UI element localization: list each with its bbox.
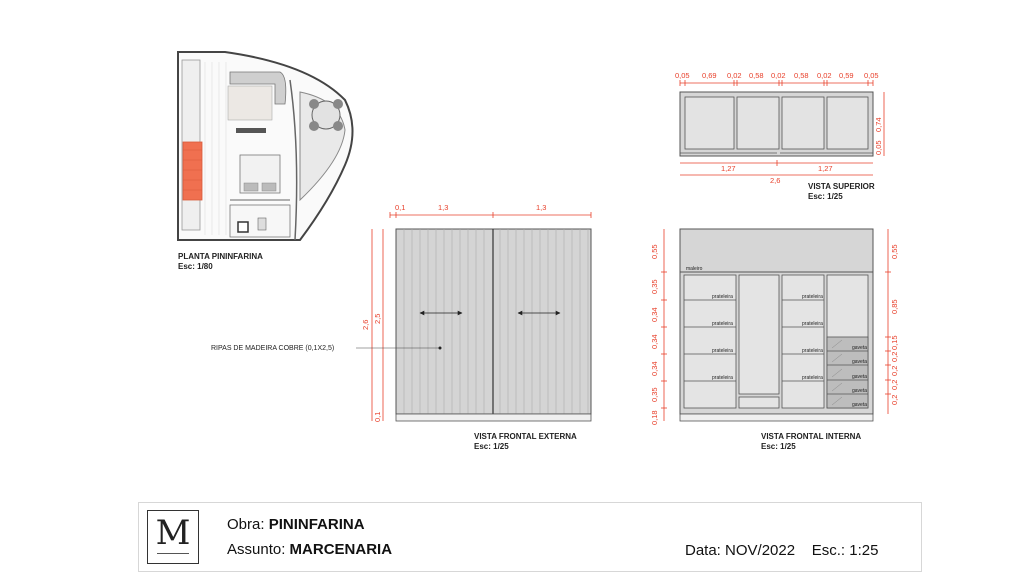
plan-wardrobe-highlight xyxy=(183,142,202,200)
shelf-label-l4: prateleira xyxy=(712,375,733,381)
top-dim-4: 0,58 xyxy=(749,71,764,80)
esc-label: Esc.: xyxy=(811,542,846,559)
obra-label: Obra: xyxy=(227,516,265,533)
top-depth-small: 0,05 xyxy=(874,140,883,155)
ext-dim-right-door: 1,3 xyxy=(536,203,547,212)
int-right-dim-3: 0,15 xyxy=(890,335,899,350)
subject-row xyxy=(227,541,392,558)
ext-dim-small: 0,1 xyxy=(395,203,406,212)
int-left-dim-2: 0,35 xyxy=(650,279,659,294)
shelf-label-r1: prateleira xyxy=(802,294,823,300)
top-dim-9: 0,05 xyxy=(864,71,879,80)
maleiro-label: maleiro xyxy=(686,266,703,272)
assunto-label: Assunto: xyxy=(227,541,286,558)
top-half-right: 1,27 xyxy=(818,164,833,173)
floor-plan xyxy=(178,52,353,240)
int-left-dim-3: 0,34 xyxy=(650,307,659,322)
int-right-dim-5: 0,2 xyxy=(890,365,899,376)
external-scale: Esc: 1/25 xyxy=(474,442,509,451)
int-left-dim-1: 0,55 xyxy=(650,244,659,259)
internal-title: VISTA FRONTAL INTERNA xyxy=(761,432,862,441)
ext-dim-left-door: 1,3 xyxy=(438,203,449,212)
shelf-label-r4: prateleira xyxy=(802,375,823,381)
top-dim-2: 0,69 xyxy=(702,71,717,80)
top-scale: Esc: 1/25 xyxy=(808,192,843,201)
top-view xyxy=(680,80,873,156)
shelf-label-r3: prateleira xyxy=(802,348,823,354)
project-row xyxy=(227,516,365,533)
int-left-dim-7: 0,18 xyxy=(650,410,659,425)
plan-title: PLANTA PININFARINA xyxy=(178,252,263,261)
int-right-dim-6: 0,2 xyxy=(890,379,899,390)
int-left-dim-6: 0,35 xyxy=(650,387,659,402)
shelf-label-l3: prateleira xyxy=(712,348,733,354)
ext-dim-base: 0,1 xyxy=(373,411,382,422)
plan-scale: Esc: 1/80 xyxy=(178,262,213,271)
drawer-label-1: gaveta xyxy=(852,345,868,351)
shelf-label-l1: prateleira xyxy=(712,294,733,300)
top-dim-1: 0,05 xyxy=(675,71,690,80)
top-total: 2,6 xyxy=(770,176,781,185)
top-depth-main: 0,74 xyxy=(874,117,883,132)
drawer-label-2: gaveta xyxy=(852,359,868,365)
date-scale-row xyxy=(685,542,878,559)
assunto-value: MARCENARIA xyxy=(289,541,393,558)
external-base xyxy=(396,414,591,421)
internal-scale: Esc: 1/25 xyxy=(761,442,796,451)
top-title: VISTA SUPERIOR xyxy=(808,182,875,191)
top-half-left: 1,27 xyxy=(721,164,736,173)
external-front-view xyxy=(356,212,591,421)
data-value: NOV/2022 xyxy=(725,542,796,559)
top-dim-6: 0,58 xyxy=(794,71,809,80)
plan-rug xyxy=(228,86,272,120)
top-dim-7: 0,02 xyxy=(817,71,832,80)
drawer-label-4: gaveta xyxy=(852,388,868,394)
esc-value: 1:25 xyxy=(849,542,879,559)
top-dim-5: 0,02 xyxy=(771,71,786,80)
int-right-dim-4: 0,2 xyxy=(890,351,899,362)
slats-annotation: RIPAS DE MADEIRA COBRE (0,1X2,5) xyxy=(211,345,335,352)
obra-value: PININFARINA xyxy=(268,516,365,533)
int-left-dim-5: 0,34 xyxy=(650,361,659,376)
int-right-dim-1: 0,55 xyxy=(890,244,899,259)
studio-logo xyxy=(147,510,199,564)
top-dim-8: 0,59 xyxy=(839,71,854,80)
shelf-label-r2: prateleira xyxy=(802,321,823,327)
shelf-label-l2: prateleira xyxy=(712,321,733,327)
int-right-dim-2: 0,85 xyxy=(890,299,899,314)
logo-letter: M xyxy=(155,513,191,553)
logo-underline xyxy=(157,553,189,554)
ext-dim-total-height: 2,6 xyxy=(361,319,370,330)
drawer-label-5: gaveta xyxy=(852,402,868,408)
internal-base xyxy=(680,414,873,421)
ext-dim-door-height: 2,5 xyxy=(373,313,382,324)
title-block xyxy=(138,502,922,572)
int-right-dim-7: 0,2 xyxy=(890,394,899,405)
data-label: Data: xyxy=(685,542,721,559)
int-left-dim-4: 0,34 xyxy=(650,334,659,349)
plan-tv-panel xyxy=(236,128,266,133)
drawer-label-3: gaveta xyxy=(852,374,868,380)
top-dim-3: 0,02 xyxy=(727,71,742,80)
external-title: VISTA FRONTAL EXTERNA xyxy=(474,432,577,441)
